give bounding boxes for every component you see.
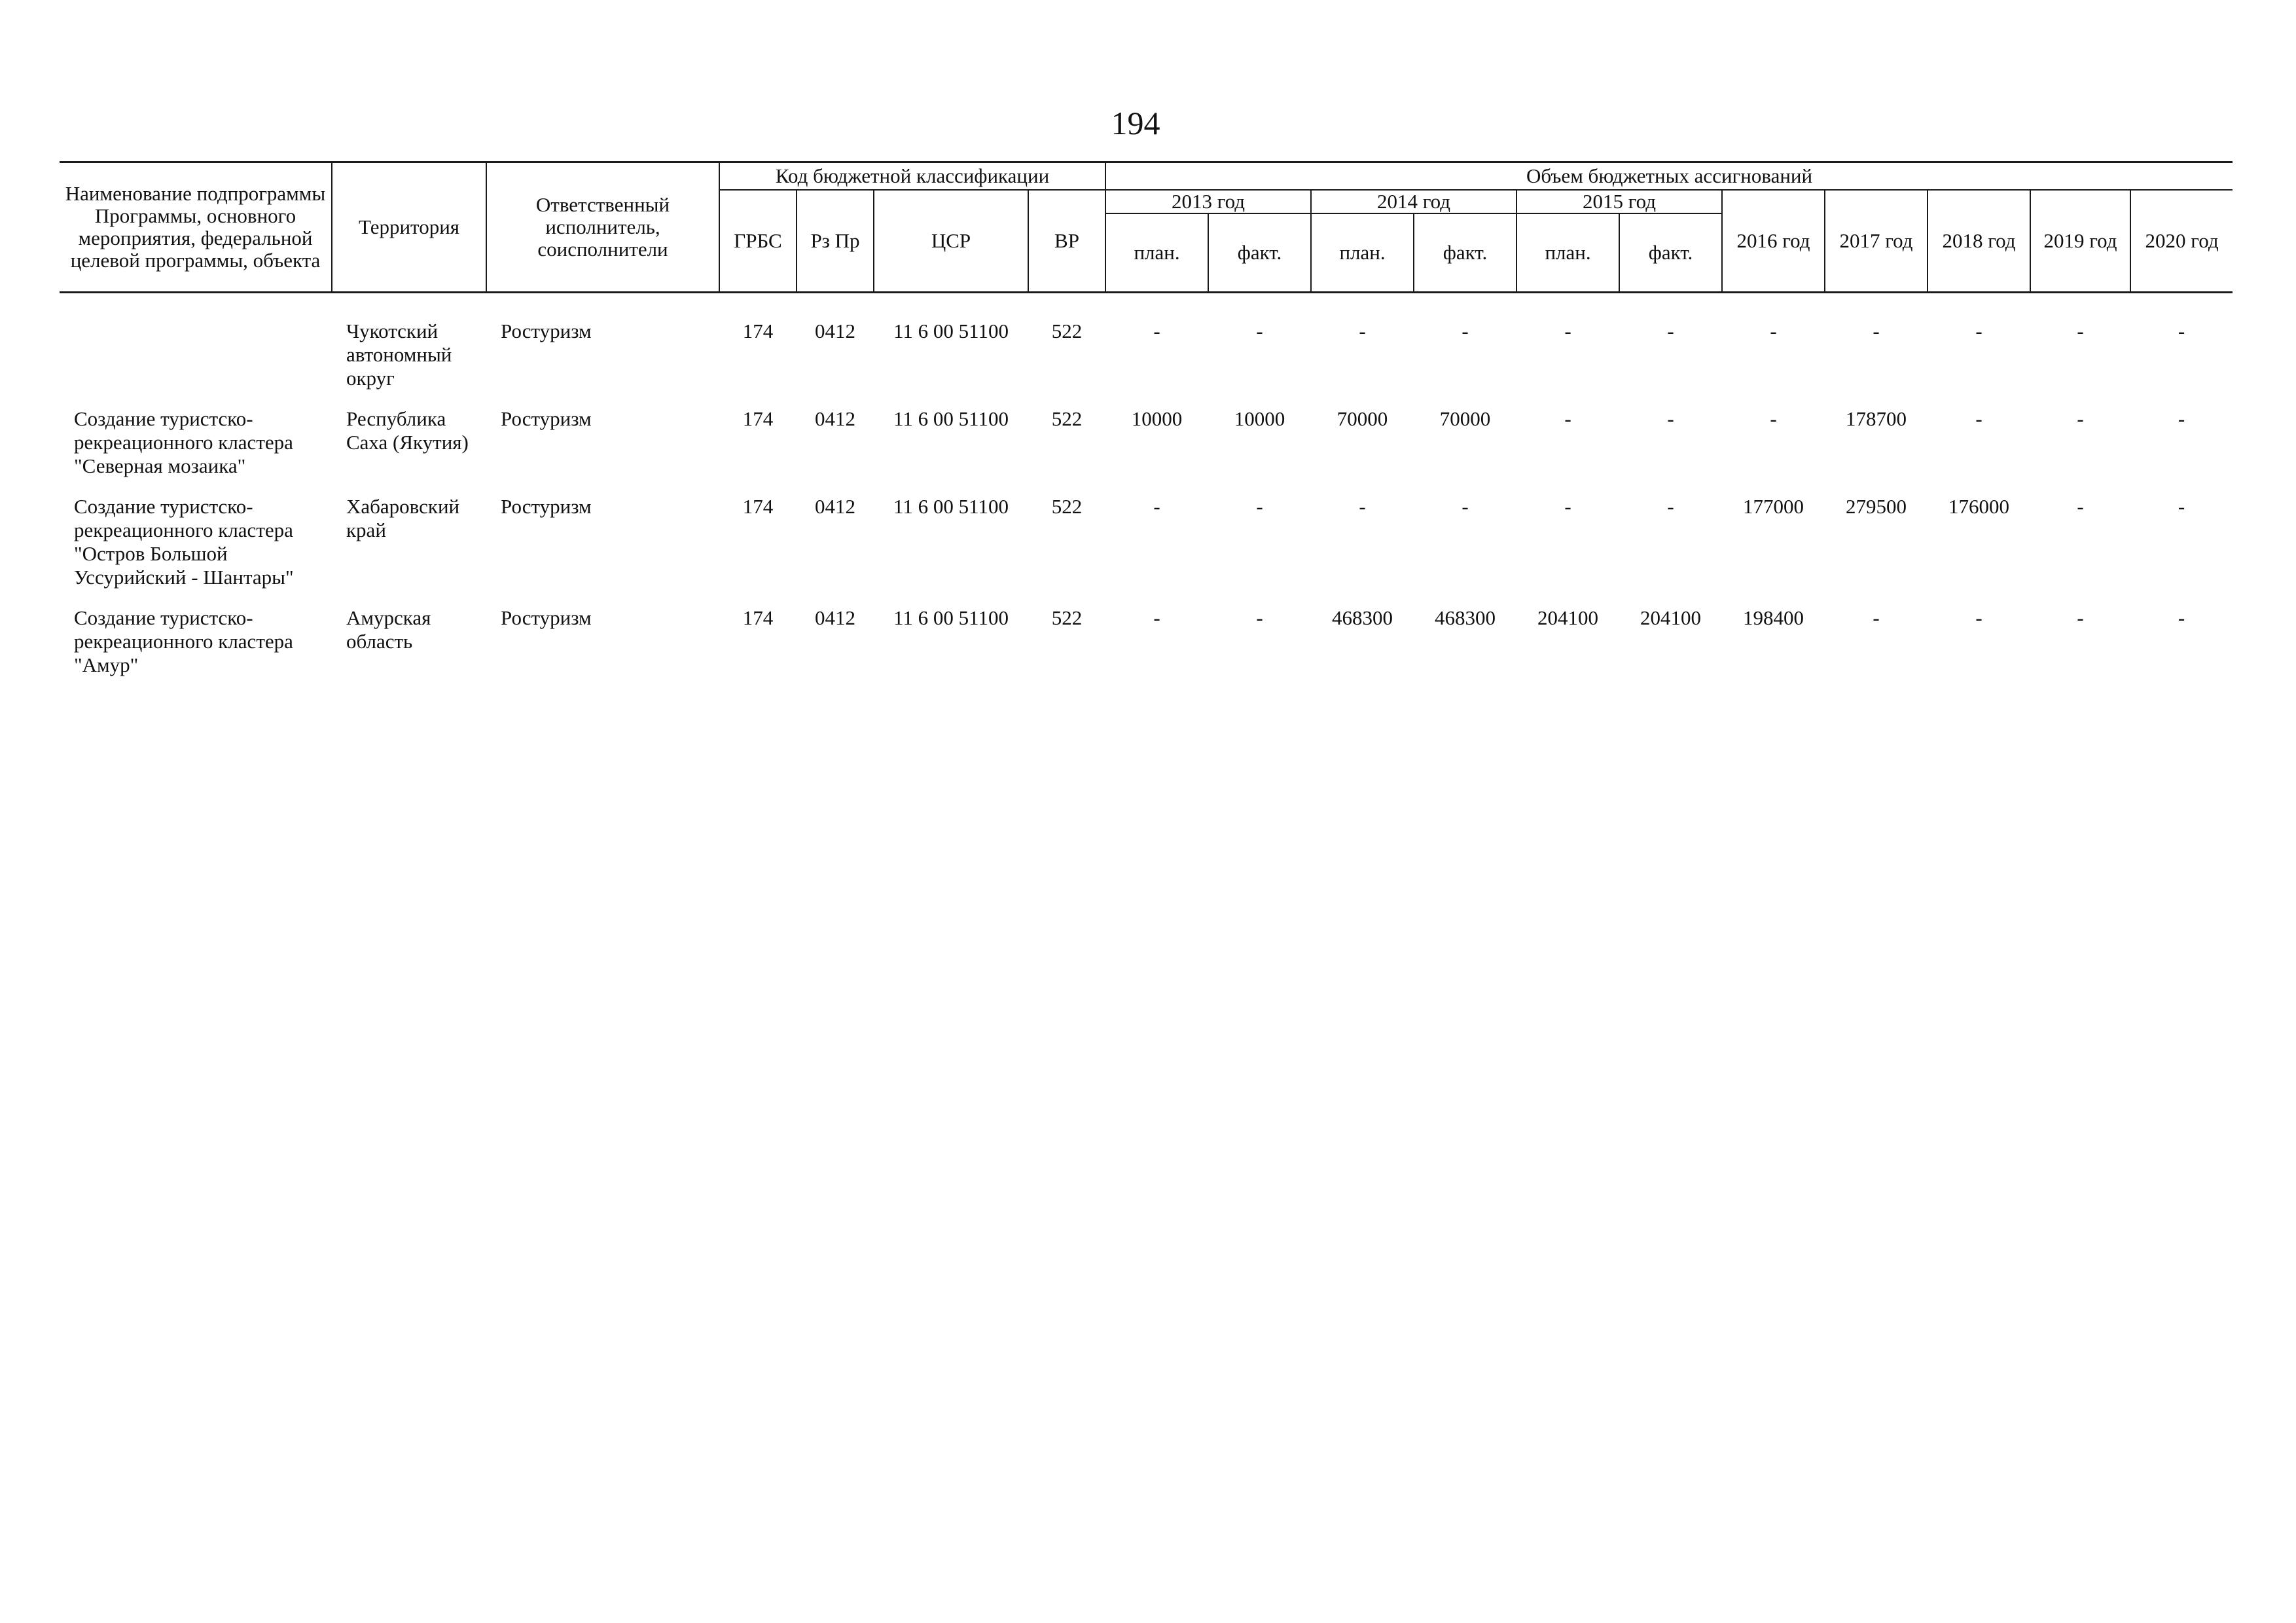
header-budget-code-group: Код бюджетной классификации <box>719 162 1105 191</box>
row-executor: Ростуризм <box>501 495 592 518</box>
row-2016: - <box>1770 407 1777 430</box>
row-2014-fact: - <box>1462 319 1469 342</box>
row-2017: 178700 <box>1846 407 1907 430</box>
row-rzpr: 0412 <box>815 319 855 342</box>
row-csr: 11 6 00 51100 <box>893 495 1009 518</box>
row-2020: - <box>2178 407 2185 430</box>
row-name: Создание туристско-рекреационного кластера "Северная мозаика" <box>74 407 293 477</box>
row-2014-plan: 70000 <box>1336 407 1388 430</box>
row-2019: - <box>2077 495 2084 518</box>
row-rzpr: 0412 <box>815 495 855 518</box>
row-2013-fact: 10000 <box>1234 407 1285 430</box>
row-2015-plan: - <box>1564 319 1571 342</box>
row-grbs: 174 <box>742 495 774 518</box>
header-grbs: ГРБС <box>719 190 797 293</box>
row-2014-fact: - <box>1462 495 1469 518</box>
row-2014-plan: - <box>1359 495 1366 518</box>
header-year-2016: 2016 год <box>1722 190 1825 293</box>
header-executor: Ответственный исполнитель, соисполнители <box>486 162 719 293</box>
header-year-2013: 2013 год <box>1105 190 1311 213</box>
row-grbs: 174 <box>742 407 774 430</box>
row-name: Создание туристско-рекреационного кластера "Остров Большой Уссурийский - Шантары" <box>74 495 294 589</box>
row-2015-plan: 204100 <box>1537 606 1599 629</box>
table-body <box>60 293 2233 695</box>
row-vr: 522 <box>1051 606 1083 629</box>
row-2019: - <box>2077 319 2084 342</box>
row-2019: - <box>2077 606 2084 629</box>
row-territory: Амурская область <box>346 606 431 653</box>
row-territory: Хабаровский край <box>346 495 460 541</box>
row-2014-fact: 468300 <box>1435 606 1496 629</box>
table-row <box>60 319 2233 407</box>
header-year-2017: 2017 год <box>1825 190 1928 293</box>
row-csr: 11 6 00 51100 <box>893 606 1009 629</box>
row-2020: - <box>2178 319 2185 342</box>
row-2013-fact: - <box>1256 606 1263 629</box>
row-grbs: 174 <box>742 319 774 342</box>
table-header <box>60 162 2233 293</box>
row-grbs: 174 <box>742 606 774 629</box>
row-2014-plan: - <box>1359 319 1366 342</box>
row-2018: - <box>1975 407 1982 430</box>
header-2015-fact: факт. <box>1619 213 1722 293</box>
row-rzpr: 0412 <box>815 606 855 629</box>
row-territory: Чукотский автономный округ <box>346 319 452 390</box>
row-2013-plan: - <box>1153 495 1160 518</box>
row-name: Создание туристско-рекреационного кластера "Амур" <box>74 606 293 676</box>
row-2016: 177000 <box>1743 495 1804 518</box>
header-2014-fact: факт. <box>1414 213 1516 293</box>
budget-allocation-table <box>60 161 2233 694</box>
header-vr: ВР <box>1028 190 1105 293</box>
row-2019: - <box>2077 407 2084 430</box>
row-2014-fact: 70000 <box>1439 407 1491 430</box>
row-vr: 522 <box>1051 407 1083 430</box>
header-rzpr: Рз Пр <box>797 190 874 293</box>
row-vr: 522 <box>1051 495 1083 518</box>
table-row <box>60 407 2233 495</box>
row-csr: 11 6 00 51100 <box>893 319 1009 342</box>
row-name <box>60 319 332 407</box>
header-territory: Территория <box>332 162 486 293</box>
row-2020: - <box>2178 606 2185 629</box>
row-2015-plan: - <box>1564 495 1571 518</box>
row-2013-fact: - <box>1256 495 1263 518</box>
header-year-2015: 2015 год <box>1516 190 1722 213</box>
row-2016: - <box>1770 319 1777 342</box>
row-2013-plan: 10000 <box>1131 407 1183 430</box>
row-2013-fact: - <box>1256 319 1263 342</box>
row-2017: - <box>1873 319 1880 342</box>
row-2017: - <box>1873 606 1880 629</box>
row-csr: 11 6 00 51100 <box>893 407 1009 430</box>
row-2015-fact: - <box>1667 495 1674 518</box>
row-2013-plan: - <box>1153 319 1160 342</box>
row-territory: Республика Саха (Якутия) <box>346 407 469 454</box>
row-2015-fact: 204100 <box>1640 606 1702 629</box>
row-2017: 279500 <box>1846 495 1907 518</box>
row-executor: Ростуризм <box>501 407 592 430</box>
header-2013-fact: факт. <box>1208 213 1311 293</box>
row-2013-plan: - <box>1153 606 1160 629</box>
table-row <box>60 495 2233 606</box>
header-year-2018: 2018 год <box>1928 190 2030 293</box>
row-2018: - <box>1975 319 1982 342</box>
row-2020: - <box>2178 495 2185 518</box>
row-2016: 198400 <box>1743 606 1804 629</box>
row-2015-fact: - <box>1667 319 1674 342</box>
row-2015-fact: - <box>1667 407 1674 430</box>
row-executor: Ростуризм <box>501 606 592 629</box>
header-name: Наименование подпрограммы Программы, основного мероприятия, федеральной целевой программы, объекта <box>60 162 332 293</box>
row-2018: 176000 <box>1948 495 2010 518</box>
header-2014-plan: план. <box>1311 213 1414 293</box>
row-2014-plan: 468300 <box>1332 606 1393 629</box>
row-vr: 522 <box>1051 319 1083 342</box>
row-rzpr: 0412 <box>815 407 855 430</box>
header-2013-plan: план. <box>1105 213 1208 293</box>
row-2015-plan: - <box>1564 407 1571 430</box>
page-number: 194 <box>1111 105 1160 141</box>
header-year-2020: 2020 год <box>2130 190 2233 293</box>
header-csr: ЦСР <box>874 190 1028 293</box>
header-year-2014: 2014 год <box>1311 190 1516 213</box>
row-executor: Ростуризм <box>501 319 592 342</box>
header-year-2019: 2019 год <box>2030 190 2130 293</box>
header-volume-group: Объем бюджетных ассигнований <box>1105 162 2233 191</box>
header-2015-plan: план. <box>1516 213 1619 293</box>
row-2018: - <box>1975 606 1982 629</box>
table-row <box>60 606 2233 694</box>
